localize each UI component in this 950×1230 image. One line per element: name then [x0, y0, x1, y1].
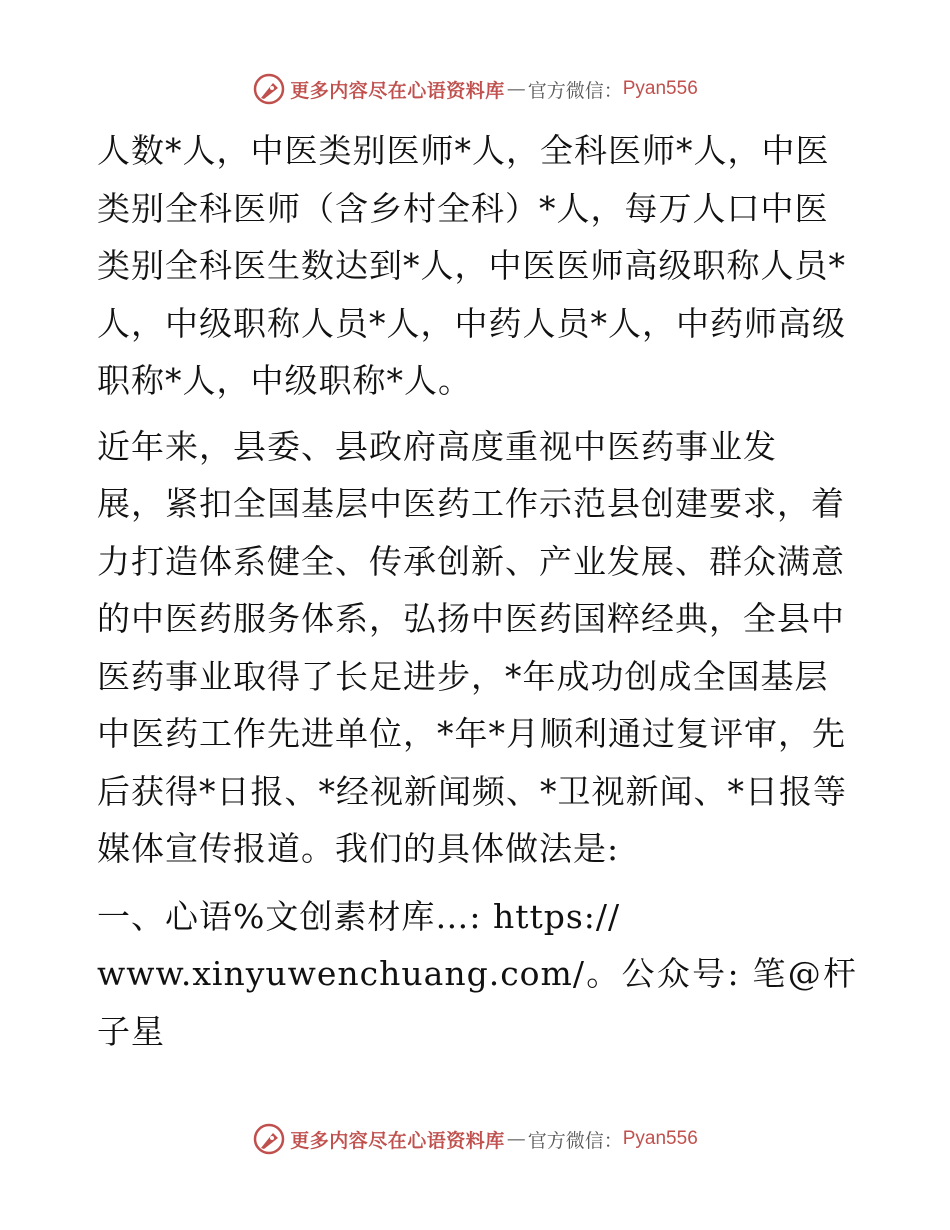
paragraph-section-one: [97, 888, 857, 1061]
text-line: 类别全科医生数达到*人，中医医师高级职称人员*: [97, 246, 846, 285]
banner-main-text: 更多内容尽在心语资料库: [290, 1129, 505, 1152]
text-line: 媒体宣传报道。我们的具体做法是:: [97, 829, 620, 868]
paragraph-recent-years: [97, 418, 857, 878]
banner-main-text: 更多内容尽在心语资料库: [290, 79, 505, 102]
text-line: 近年来，县委、县政府高度重视中医药事业发: [97, 426, 777, 466]
text-line: 展，紧扣全国基层中医药工作示范县创建要求，着: [97, 484, 845, 523]
text-line: 医药事业取得了长足进步，*年成功创成全国基层: [97, 656, 829, 696]
text-line: 一、心语%文创素材库…: https://: [97, 896, 621, 936]
text-line: 的中医药服务体系，弘扬中医药国粹经典，全县中: [97, 599, 845, 638]
text-line: 后获得*日报、*经视新闻频、*卫视新闻、*日报等: [97, 771, 847, 811]
footer-banner: [0, 1122, 950, 1156]
text-line: 中医药工作先进单位，*年*月顺利通过复评审，先: [97, 714, 846, 753]
paragraph-staff-stats: [97, 122, 857, 410]
banner-wechat-label: 官方微信：: [527, 79, 623, 102]
text-line: 职称*人，中级职称*人。: [97, 361, 472, 400]
pen-nib-logo-icon: [252, 1122, 286, 1156]
header-banner: [0, 72, 950, 106]
banner-dash: —: [506, 78, 526, 100]
banner-wechat-id: Pyan556: [622, 78, 698, 99]
banner-wechat-id: Pyan556: [622, 1128, 698, 1149]
text-line: 人数*人，中医类别医师*人，全科医师*人，中医: [97, 131, 830, 170]
banner-wechat-label: 官方微信：: [527, 1129, 623, 1152]
text-line: 力打造体系健全、传承创新、产业发展、群众满意: [97, 541, 845, 581]
document-body: [97, 122, 857, 1060]
banner-dash: —: [506, 1128, 526, 1150]
text-line: 人，中级职称人员*人，中药人员*人，中药师高级: [97, 303, 846, 343]
text-line: 类别全科医师（含乡村全科）*人，每万人口中医: [97, 188, 829, 228]
pen-nib-logo-icon: [252, 72, 286, 106]
text-line-url: www.xinyuwenchuang.com/。公众号: 笔@杆子星: [97, 954, 857, 1051]
